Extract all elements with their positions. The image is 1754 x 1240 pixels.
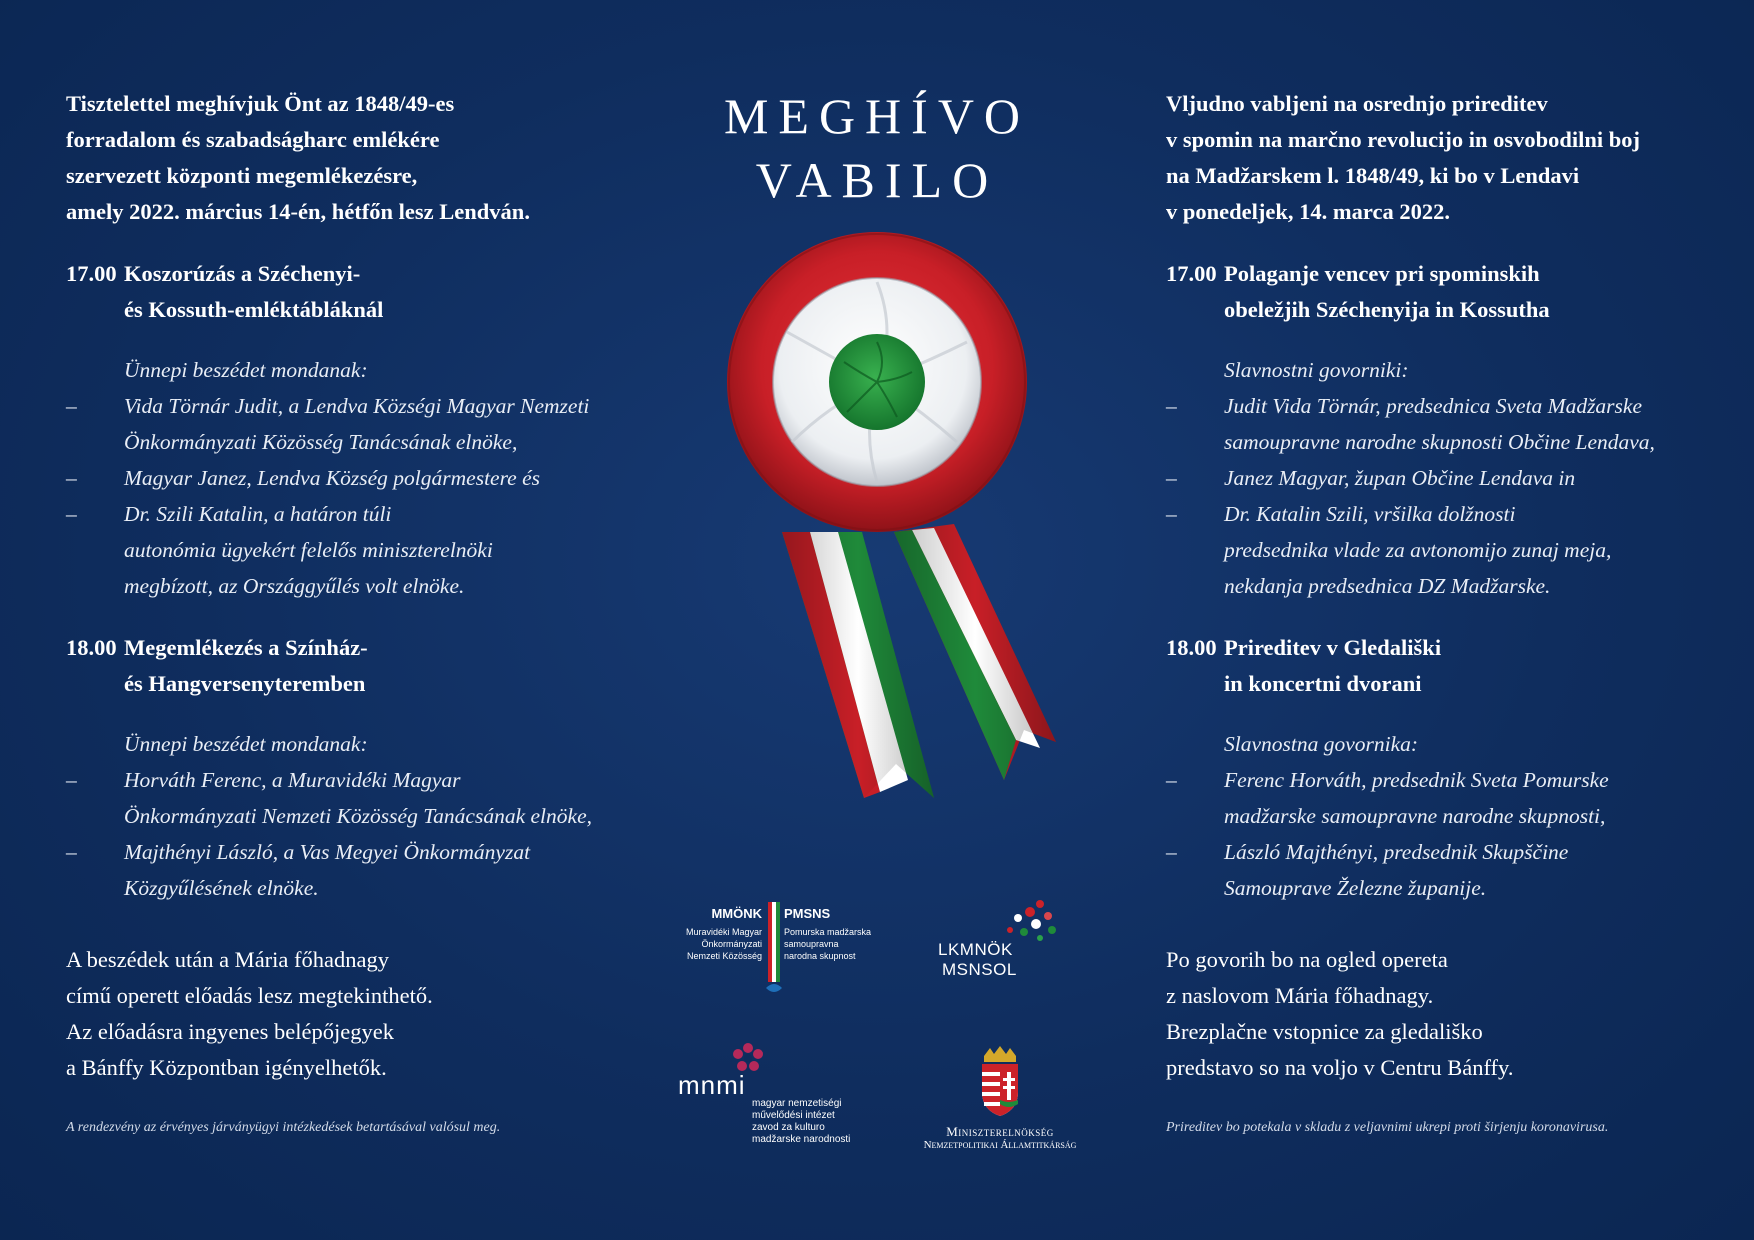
outro-line: Az előadásra ingyenes belépőjegyek (66, 1019, 394, 1044)
event-title-line: Polaganje vencev pri spominskih (1224, 261, 1540, 286)
speaker-item (1166, 460, 1726, 496)
sl-intro-line: v ponedeljek, 14. marca 2022. (1166, 199, 1450, 224)
cockade-ribbon-icon (612, 232, 1142, 812)
speaker-line: Vida Törnár Judit, a Lendva Községi Magyar Nemzeti (124, 394, 590, 418)
outro-line: a Bánffy Központban igényelhetők. (66, 1055, 387, 1080)
mnmi-text (752, 1098, 850, 1146)
title-block (600, 84, 1154, 212)
sl-intro-line: Vljudno vabljeni na osrednjo prireditev (1166, 91, 1548, 116)
dash-bullet: – (1166, 466, 1177, 490)
mmonk-left-text (686, 926, 762, 962)
dash-bullet: – (1166, 502, 1177, 526)
hungarian-column (66, 86, 666, 1086)
speaker-item (1166, 834, 1726, 906)
speaker-line: Janez Magyar, župan Občine Lendava in (1224, 466, 1576, 490)
mnmi-abbr: mnmi (678, 1070, 746, 1100)
speaker-item (66, 762, 666, 834)
event-title-line: Prireditev v Gledališki (1224, 635, 1442, 660)
hu-intro-line: forradalom és szabadságharc emlékére (66, 127, 440, 152)
lkmnok-msnsol-logo (936, 896, 1076, 996)
hu-intro-line: Tisztelettel meghívjuk Önt az 1848/49-es (66, 91, 455, 116)
dash-bullet: – (1166, 394, 1177, 418)
sl-outro (1166, 942, 1726, 1086)
speaker-line: nekdanja predsednica DZ Madžarske. (1224, 574, 1551, 598)
hu-outro (66, 942, 666, 1086)
event-title-line: Megemlékezés a Színház- (124, 635, 368, 660)
sl-footnote: Prireditev bo potekala v skladu z veljavnimi ukrepi proti širjenju koronavirusa. (1166, 1120, 1609, 1135)
speakers-label: Ünnepi beszédet mondanak: (124, 732, 368, 756)
speaker-line: Önkormányzati Nemzeti Közösség Tanácsának elnöke, (124, 804, 592, 828)
speakers-label: Ünnepi beszédet mondanak: (124, 358, 368, 382)
speakers-label: Slavnostni govorniki: (1224, 358, 1409, 382)
speaker-line: Magyar Janez, Lendva Község polgármestere és (124, 466, 540, 490)
lkmnok-line2: MSNSOL (942, 960, 1017, 979)
logo-text-line: madžarske narodnosti (752, 1134, 851, 1145)
hu-footnote: A rendezvény az érvényes járványügyi intézkedések betartásával valósul meg. (66, 1120, 501, 1135)
outro-line: Brezplačne vstopnice za gledališko (1166, 1019, 1483, 1044)
speaker-line: Közgyűlésének elnöke. (124, 876, 319, 900)
event-time: 18.00 (1166, 635, 1217, 660)
event-time: 18.00 (66, 635, 117, 660)
ministry-line2: Nemzetpolitikai Államtitkárság (923, 1139, 1077, 1151)
speaker-item (66, 496, 666, 604)
event-title (124, 630, 368, 702)
dash-bullet: – (66, 840, 77, 864)
event-title-line: Koszorúzás a Széchenyi- (124, 261, 361, 286)
sl-event-ceremony (1166, 630, 1726, 906)
speaker-item (66, 388, 666, 460)
speaker-line: megbízott, az Országgyűlés volt elnöke. (124, 574, 465, 598)
dash-bullet: – (1166, 768, 1177, 792)
event-title (1224, 630, 1441, 702)
speaker-item (1166, 388, 1726, 460)
hu-intro-line: amely 2022. március 14-én, hétfőn lesz Lendván. (66, 199, 530, 224)
sl-intro-line: v spomin na marčno revolucijo in osvobodilni boj (1166, 127, 1641, 152)
speaker-line: Samouprave Železne županije. (1224, 876, 1487, 900)
outro-line: z naslovom Mária főhadnagy. (1166, 983, 1434, 1008)
event-title (1224, 256, 1550, 328)
dash-bullet: – (66, 768, 77, 792)
speaker-line: Ferenc Horváth, predsednik Sveta Pomurske (1224, 768, 1609, 792)
speaker-line: László Majthényi, predsednik Skupščine (1224, 840, 1569, 864)
logo-text-line: narodna skupnost (784, 951, 856, 961)
slovenian-column (1166, 86, 1726, 1086)
dash-bullet: – (66, 466, 77, 490)
sl-intro (1166, 86, 1726, 230)
speaker-line: madžarske samoupravne narodne skupnosti, (1224, 804, 1606, 828)
coat-of-arms-icon (970, 1044, 1030, 1120)
mmonk-right-text (784, 926, 871, 962)
outro-line: A beszédek után a Mária főhadnagy (66, 947, 389, 972)
speaker-item (66, 460, 666, 496)
event-title-line: in koncertni dvorani (1224, 671, 1422, 696)
mmonk-right-abbr: PMSNS (784, 906, 831, 921)
speaker-item (1166, 496, 1726, 604)
logo-text-line: művelődési intézet (752, 1110, 835, 1121)
sl-event-wreath (1166, 256, 1726, 604)
ministry-logo (900, 1040, 1100, 1150)
rosette-rings (727, 232, 1027, 532)
outro-line: című operett előadás lesz megtekinthető. (66, 983, 433, 1008)
logo-text-line: Önkormányzati (701, 939, 762, 949)
dash-bullet: – (66, 502, 77, 526)
logo-text-line: Pomurska madžarska (784, 927, 872, 937)
outro-line: Po govorih bo na ogled opereta (1166, 947, 1448, 972)
title-slovenian: VABILO (755, 152, 999, 208)
speaker-line: predsednika vlade za avtonomijo zunaj meja, (1224, 538, 1612, 562)
ministry-line1: Miniszterelnökség (946, 1124, 1054, 1139)
mmonk-left-abbr: MMÖNK (711, 906, 762, 921)
title-hungarian: MEGHÍVO (723, 88, 1031, 144)
event-title-line: és Kossuth-emléktábláknál (124, 297, 384, 322)
hu-event-wreath (66, 256, 666, 604)
speaker-line: Horváth Ferenc, a Muravidéki Magyar (124, 768, 461, 792)
event-time: 17.00 (1166, 261, 1217, 286)
logo-text-line: zavod za kulturo (752, 1122, 825, 1133)
hu-event-ceremony (66, 630, 666, 906)
logo-text-line: Nemzeti Közösség (686, 951, 762, 961)
speaker-line: autonómia ügyekért felelős miniszterelnöki (124, 538, 493, 562)
event-time: 17.00 (66, 261, 117, 286)
speaker-line: Judit Vida Törnár, predsednica Sveta Madžarske (1224, 394, 1643, 418)
speaker-item (66, 834, 666, 906)
logo-text-line: Muravidéki Magyar (685, 927, 762, 937)
lkmnok-line1: LKMNÖK (938, 940, 1013, 959)
speaker-line: Majthényi László, a Vas Megyei Önkormányzat (124, 840, 531, 864)
speaker-item (1166, 762, 1726, 834)
dash-bullet: – (1166, 840, 1177, 864)
outro-line: predstavo so na voljo v Centru Bánffy. (1166, 1055, 1514, 1080)
speaker-line: samoupravne narodne skupnosti Občine Lendava, (1224, 430, 1655, 454)
event-title-line: és Hangversenyteremben (124, 671, 366, 696)
logo-text-line: samoupravna (784, 939, 839, 949)
hu-intro (66, 86, 666, 230)
sl-intro-line: na Madžarskem l. 1848/49, ki bo v Lendavi (1166, 163, 1580, 188)
dash-bullet: – (66, 394, 77, 418)
speakers-label: Slavnostna govornika: (1224, 732, 1419, 756)
logo-text-line: magyar nemzetiségi (752, 1098, 842, 1109)
speaker-line: Dr. Szili Katalin, a határon túli (124, 502, 392, 526)
mmonk-pmsns-logo (672, 900, 872, 1000)
left-ribbon (782, 532, 934, 798)
hu-intro-line: szervezett központi megemlékezésre, (66, 163, 418, 188)
speaker-line: Dr. Katalin Szili, vršilka dolžnosti (1224, 502, 1516, 526)
speaker-line: Önkormányzati Közösség Tanácsának elnöke, (124, 430, 518, 454)
event-title-line: obeležjih Széchenyija in Kossutha (1224, 297, 1550, 322)
event-title (124, 256, 383, 328)
mnmi-logo (672, 1040, 872, 1150)
